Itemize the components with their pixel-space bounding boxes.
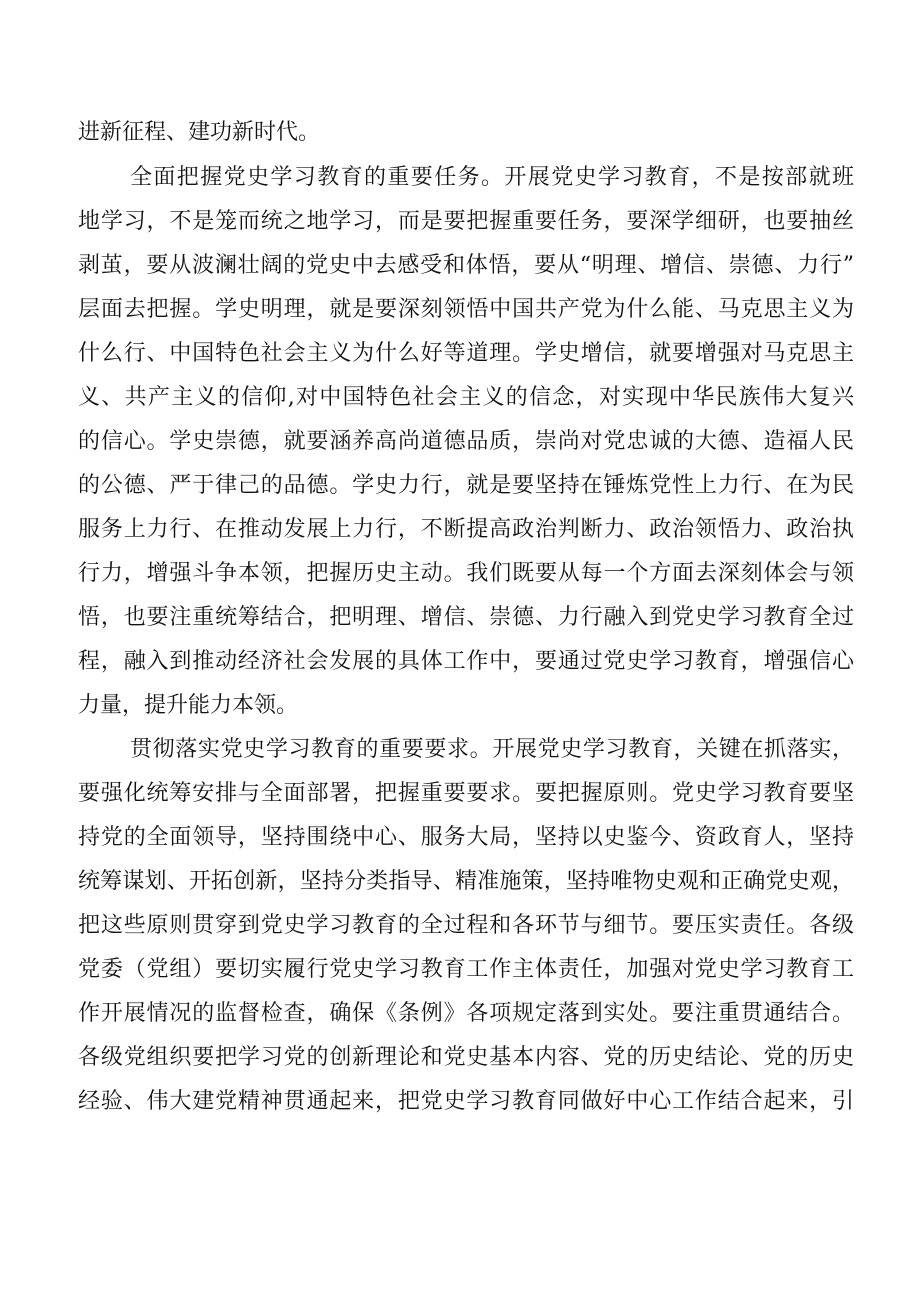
text-line: 党委（党组）要切实履行党史学习教育工作主体责任，加强对党史学习教育工 xyxy=(78,957,854,982)
text-line: 统筹谋划、开拓创新，坚持分类指导、精准施策，坚持唯物史观和正确党史观， xyxy=(78,869,854,894)
text-line: 服务上力行、在推动发展上力行，不断提高政治判断力、政治领悟力、政治执 xyxy=(78,517,854,542)
text-line: 的信心。学史崇德，就要涵养高尚道德品质，崇尚对党忠诚的大德、造福人民 xyxy=(78,429,854,454)
paragraph-first-line: 全面把握党史学习教育的重要任务。开展党史学习教育，不是按部就班 xyxy=(130,165,854,190)
text-line: 层面去把握。学史明理，就是要深刻领悟中国共产党为什么能、马克思主义为 xyxy=(78,297,854,322)
text-line: 程，融入到推动经济社会发展的具体工作中，要通过党史学习教育，增强信心 xyxy=(78,649,854,674)
text-line: 的公德、严于律己的品德。学史力行，就是要坚持在锤炼党性上力行、在为民 xyxy=(78,473,854,498)
text-line: 剥茧，要从波澜壮阔的党史中去感受和体悟，要从“明理、增信、崇德、力行” xyxy=(78,253,854,278)
text-line: 持党的全面领导，坚持围绕中心、服务大局，坚持以史鉴今、资政育人，坚持 xyxy=(78,825,854,850)
text-line: 地学习，不是笼而统之地学习，而是要把握重要任务，要深学细研，也要抽丝 xyxy=(78,209,854,234)
text-line: 经验、伟大建党精神贯通起来，把党史学习教育同做好中心工作结合起来，引 xyxy=(78,1089,854,1114)
text-line: 行力，增强斗争本领，把握历史主动。我们既要从每一个方面去深刻体会与领 xyxy=(78,561,854,586)
text-line: 什么行、中国特色社会主义为什么好等道理。学史增信，就要增强对马克思主 xyxy=(78,341,854,366)
text-line: 义、共产主义的信仰,对中国特色社会主义的信念，对实现中华民族伟大复兴 xyxy=(78,385,854,410)
text-line: 悟，也要注重统筹结合，把明理、增信、崇德、力行融入到党史学习教育全过 xyxy=(78,605,854,630)
text-line: 各级党组织要把学习党的创新理论和党史基本内容、党的历史结论、党的历史 xyxy=(78,1045,854,1070)
text-line: 把这些原则贯穿到党史学习教育的全过程和各环节与细节。要压实责任。各级 xyxy=(78,913,854,938)
text-line: 进新征程、建功新时代。 xyxy=(78,120,321,145)
text-line: 要强化统筹安排与全面部署，把握重要要求。要把握原则。党史学习教育要坚 xyxy=(78,781,854,806)
paragraph-last-line: 力量，提升能力本领。 xyxy=(78,693,299,718)
text-line: 作开展情况的监督检查，确保《条例》各项规定落到实处。要注重贯通结合。 xyxy=(78,1001,854,1026)
paragraph-first-line: 贯彻落实党史学习教育的重要要求。开展党史学习教育，关键在抓落实， xyxy=(130,737,854,762)
